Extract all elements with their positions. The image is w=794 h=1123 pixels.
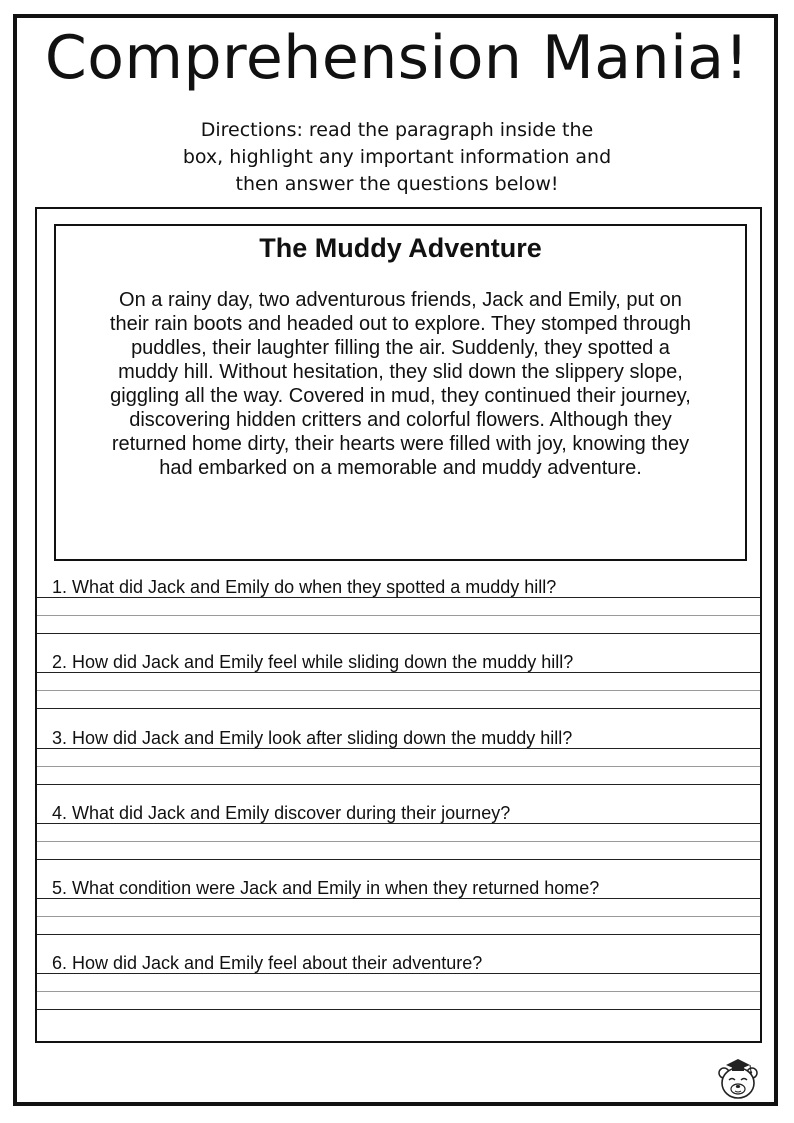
question-block-1 xyxy=(37,576,760,651)
answer-guide-line xyxy=(37,916,760,917)
answer-guide-line xyxy=(37,690,760,691)
directions-line: then answer the questions below! xyxy=(235,173,559,195)
question-text: 3. How did Jack and Emily look after sliding down the muddy hill? xyxy=(52,728,573,748)
question-text: 6. How did Jack and Emily feel about their adventure? xyxy=(52,953,483,973)
answer-guide-line xyxy=(37,615,760,616)
answer-line[interactable] xyxy=(37,672,760,673)
story-line: discovering hidden critters and colorful flowers. Although they xyxy=(129,409,672,431)
answer-guide-line xyxy=(37,841,760,842)
story-line: returned home dirty, their hearts were filled with joy, knowing they xyxy=(111,433,690,455)
answer-line[interactable] xyxy=(37,597,760,598)
directions-line: box, highlight any important information and xyxy=(182,146,612,168)
story-box xyxy=(54,224,747,561)
answer-guide-line xyxy=(37,766,760,767)
answer-line[interactable] xyxy=(37,934,760,935)
answer-line[interactable] xyxy=(37,748,760,749)
answer-line[interactable] xyxy=(37,784,760,785)
graduate-animal-mascot-icon xyxy=(716,1053,760,1101)
story-line: giggling all the way. Covered in mud, they continued their journey, xyxy=(110,385,691,407)
question-text: 2. How did Jack and Emily feel while sliding down the muddy hill? xyxy=(52,652,574,672)
question-text: 4. What did Jack and Emily discover during their journey? xyxy=(52,803,511,823)
question-text: 5. What condition were Jack and Emily in when they returned home? xyxy=(52,878,600,898)
question-block-5 xyxy=(37,877,760,952)
story-line: On a rainy day, two adventurous friends, Jack and Emily, put on xyxy=(119,289,682,311)
story-title: The Muddy Adventure xyxy=(259,233,542,263)
worksheet-title: Comprehension Mania! xyxy=(44,23,750,93)
story-line: puddles, their laughter filling the air. Suddenly, they spotted a xyxy=(131,337,670,359)
answer-line[interactable] xyxy=(37,973,760,974)
answer-line[interactable] xyxy=(37,859,760,860)
question-block-2 xyxy=(37,651,760,726)
question-text: 1. What did Jack and Emily do when they spotted a muddy hill? xyxy=(52,577,557,597)
answer-line[interactable] xyxy=(37,708,760,709)
story-paragraph xyxy=(72,288,729,480)
story-line: muddy hill. Without hesitation, they slid down the slippery slope, xyxy=(118,361,683,383)
question-block-4 xyxy=(37,802,760,877)
directions xyxy=(160,117,634,198)
answer-line[interactable] xyxy=(37,633,760,634)
answer-guide-line xyxy=(37,991,760,992)
answer-line[interactable] xyxy=(37,823,760,824)
directions-line: Directions: read the paragraph inside the xyxy=(200,119,594,141)
answer-line[interactable] xyxy=(37,898,760,899)
story-line: their rain boots and headed out to explore. They stomped through xyxy=(109,313,692,335)
story-line: had embarked on a memorable and muddy adventure. xyxy=(159,457,642,479)
answer-line[interactable] xyxy=(37,1009,760,1010)
question-block-3 xyxy=(37,727,760,802)
question-block-6 xyxy=(37,952,760,1027)
